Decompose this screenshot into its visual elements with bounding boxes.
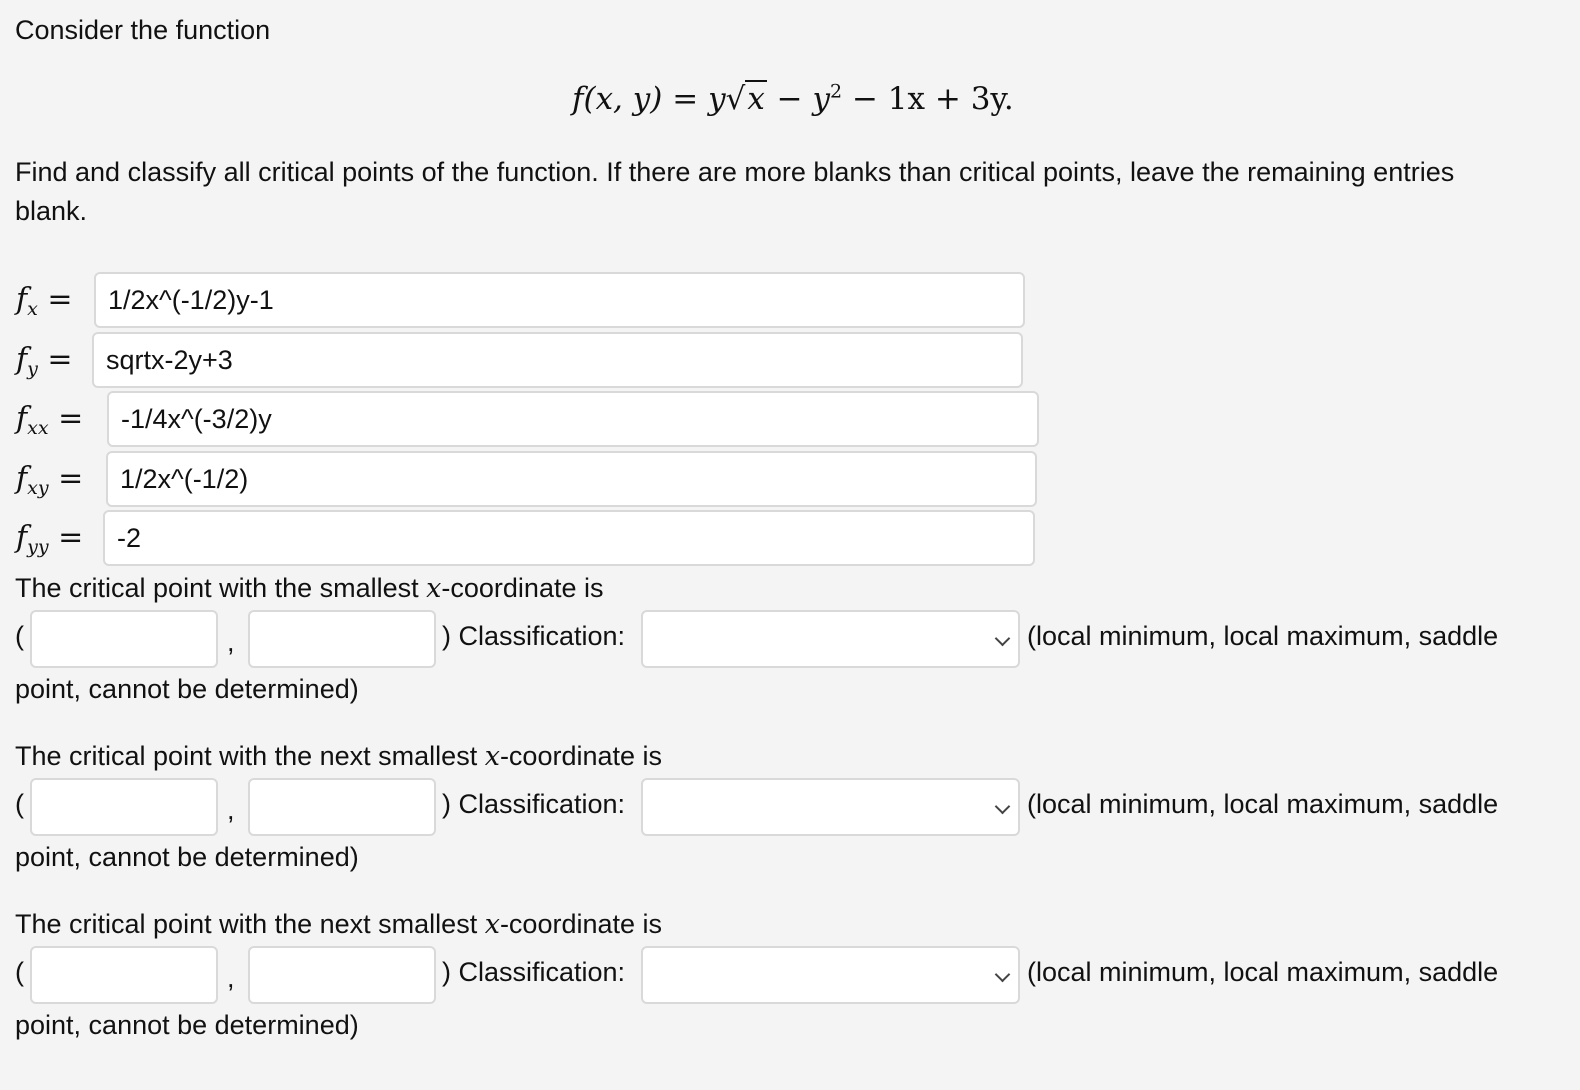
instructions-line-1: Find and classify all critical points of the function. If there are more blanks than critical points, leave the remaining entries — [15, 157, 1455, 187]
cp3-open-paren: ( — [15, 957, 24, 987]
cp3-prompt: The critical point with the next smallest x-coordinate is — [15, 909, 663, 940]
cp2-x-input[interactable] — [30, 778, 218, 836]
cp2-options-hint: (local minimum, local maximum, saddle — [1027, 789, 1499, 819]
intro-text: Consider the function — [15, 15, 271, 45]
cp2-y-input[interactable] — [248, 778, 436, 836]
cp1-classification-label: ) Classification: — [442, 621, 626, 651]
cp3-comma: , — [227, 963, 235, 993]
function-formula: f(x, $y) = y√x - y^2 - 1x + 3y$. — [572, 80, 1014, 117]
cp2-open-paren: ( — [15, 789, 24, 819]
cp1-y-input[interactable] — [248, 610, 436, 668]
label-fxx: $f_{xx}$ = — [16, 401, 84, 439]
cp1-open-paren: ( — [15, 621, 24, 651]
label-fy: $f_y$ = — [16, 342, 73, 380]
fyy-input[interactable]: -2 — [103, 510, 1035, 566]
fxy-input[interactable]: 1/2x^(-1/2) — [106, 451, 1037, 507]
fy-input[interactable]: sqrtx-2y+3 — [92, 332, 1023, 388]
label-fx: $f_x$ = — [16, 282, 73, 320]
chevron-down-icon — [995, 967, 1011, 983]
cp1-classification-select[interactable] — [641, 610, 1020, 668]
cp3-classification-label: ) Classification: — [442, 957, 626, 987]
cp3-x-input[interactable] — [30, 946, 218, 1004]
chevron-down-icon — [995, 799, 1011, 815]
label-fxy: $f_{xy}$ = — [16, 461, 84, 499]
cp3-y-input[interactable] — [248, 946, 436, 1004]
instructions-line-2: blank. — [15, 196, 88, 226]
cp3-classification-select[interactable] — [641, 946, 1020, 1004]
cp3-options-hint-2: point, cannot be determined) — [15, 1010, 359, 1040]
cp1-prompt: The critical point with the smallest x-coordinate is — [15, 573, 604, 604]
cp2-prompt: The critical point with the next smallest x-coordinate is — [15, 741, 663, 772]
label-fyy: $f_{yy}$ = — [16, 520, 84, 558]
cp1-options-hint: (local minimum, local maximum, saddle — [1027, 621, 1499, 651]
cp2-comma: , — [227, 795, 235, 825]
fx-input[interactable]: 1/2x^(-1/2)y-1 — [94, 272, 1025, 328]
cp1-comma: , — [227, 627, 235, 657]
fxx-input[interactable]: -1/4x^(-3/2)y — [107, 391, 1039, 447]
cp1-x-input[interactable] — [30, 610, 218, 668]
cp2-classification-select[interactable] — [641, 778, 1020, 836]
cp2-options-hint-2: point, cannot be determined) — [15, 842, 359, 872]
cp2-classification-label: ) Classification: — [442, 789, 626, 819]
cp1-options-hint-2: point, cannot be determined) — [15, 674, 359, 704]
cp3-options-hint: (local minimum, local maximum, saddle — [1027, 957, 1499, 987]
chevron-down-icon — [995, 631, 1011, 647]
